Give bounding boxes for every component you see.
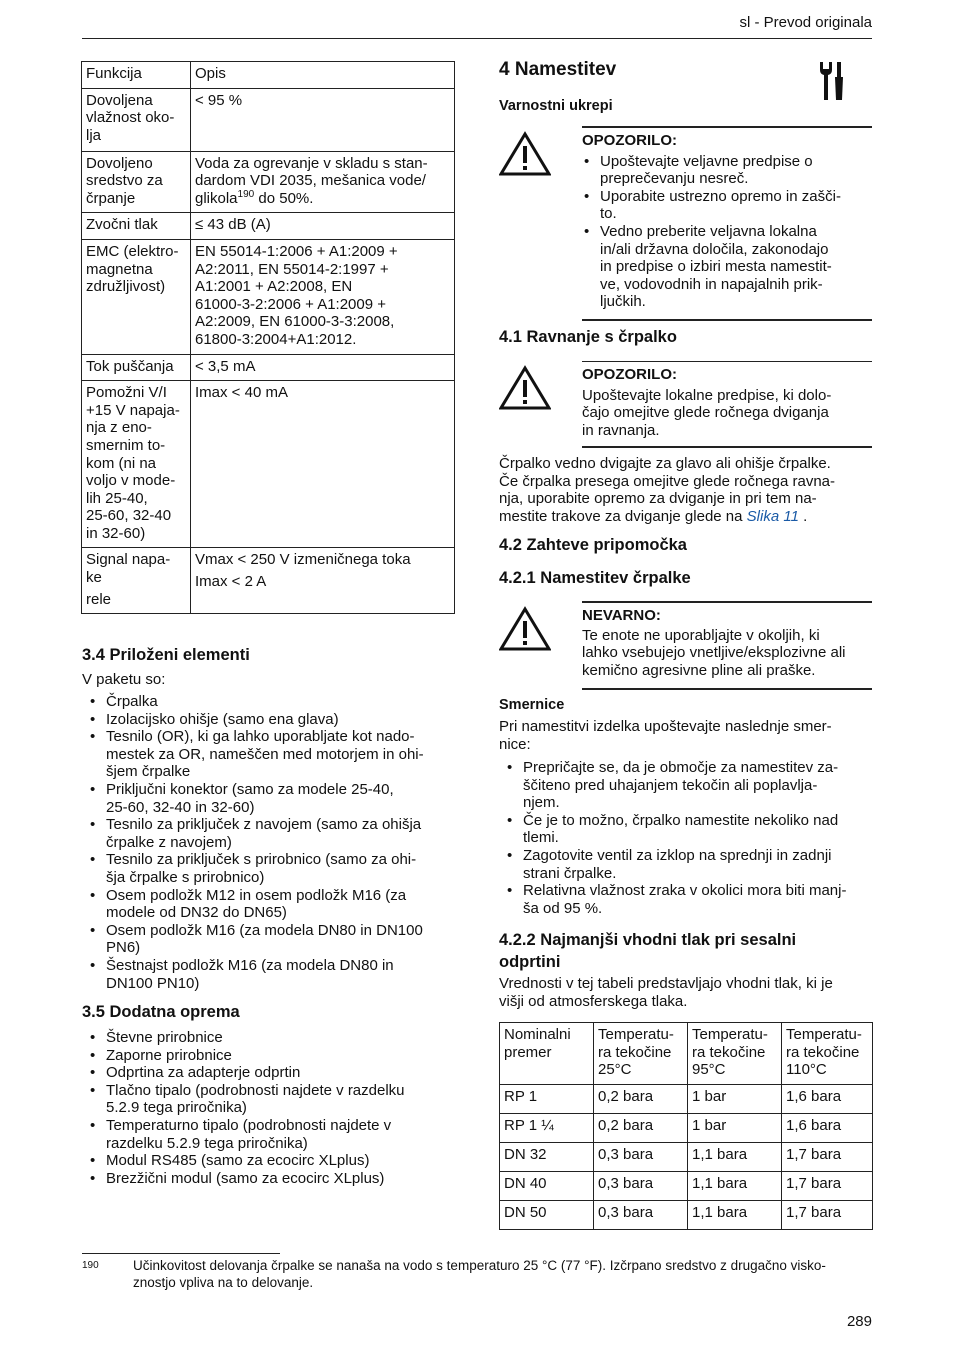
section-heading: 4.2.2 Najmanjši vhodni tlak pri sesalni odprtini [499,931,797,971]
table-cell: 1,7 bara [782,1171,873,1200]
cell-text: Imax < 2 A [195,573,267,591]
list-item: • Osem podložk M16 (za modela DN80 in DN100 PN6) [82,922,456,957]
list-item: • Šestnajst podložk M16 (za modela DN80 in DN100 PN10) [82,957,456,992]
list-item: • Tesnilo za priključek s prirobnico (samo za ohi- šja črpalke s prirobnico) [82,851,456,886]
table-row [82,151,455,213]
list-item: • Če je to možno, črpalko namestite nekoliko nad tlemi. [499,812,873,847]
tools-icon [816,60,846,107]
section-heading: 3.5 Dodatna oprema [82,1003,240,1021]
cell-text: Signal napa- ke [86,551,171,587]
spec-table [81,61,455,614]
table-cell [191,548,455,614]
list-item: • Tesnilo (OR), ki ga lahko uporabljate kot nado- mestek za OR, nameščen med motorjem in ohi- šjem črpalke [82,728,456,781]
table-row [82,548,455,614]
table-cell: 0,3 bara [594,1142,688,1171]
table-cell: 1,7 bara [782,1200,873,1229]
table-cell: < 3,5 mA [191,354,455,381]
warning-icon [499,606,551,657]
warning-icon [499,131,551,182]
table-row [500,1084,873,1113]
warning-list [576,153,872,311]
header-rule [82,38,872,39]
table-body [500,1084,873,1229]
table-cell: EMC (elektro- magnetna združljivost) [82,239,191,354]
section-heading: 4.1 Ravnanje s črpalko [499,328,677,346]
table-row [500,1200,873,1229]
table-row [500,1171,873,1200]
table-cell: 1,1 bara [688,1171,782,1200]
list-item: • Odprtina za adapterje odprtin [82,1064,456,1082]
list-item: • Priključni konektor (samo za modele 25-40, 25-60, 32-40 in 32-60) [82,781,456,816]
footnote-rule [82,1253,280,1254]
table-cell: 1 bar [688,1113,782,1142]
table-row [500,1113,873,1142]
table-header-cell: Temperatu- ra tekočine 110°C [782,1023,873,1085]
list-item: • Osem podložk M12 in osem podložk M16 (za modele od DN32 do DN65) [82,887,456,922]
table-cell: 1,7 bara [782,1142,873,1171]
list-item: • Brezžični modul (samo za ecocirc XLplus) [82,1170,456,1188]
section-heading: 3.4 Priloženi elementi [82,646,250,664]
paragraph-text: Črpalko vedno dvigajte za glavo ali ohišje črpalke. Če črpalka presega omejitve glede ročnega ravna- nja, uporabite opremo za dviganje in pri tem na- mestite trakove za dviganje glede na [499,455,836,525]
warning-icon [499,365,551,416]
table-cell: DN 50 [500,1200,594,1229]
table-header-row [82,62,455,89]
list-item: • Vedno preberite veljavna lokalna in/ali državna določila, zakonodajo in predpise o izbiri mesta namestit- ve, vodovodnih in napajalnih prik- ljučkih. [576,223,872,311]
table-cell: DN 32 [500,1142,594,1171]
warning-box [582,126,872,321]
table-row [82,381,455,548]
table-cell: DN 40 [500,1171,594,1200]
subsection-label: Smernice [499,697,565,713]
intro-text: V paketu so: [82,671,166,688]
warning-title: NEVARNO: [582,607,661,624]
table-cell: RP 1 [500,1084,594,1113]
cell-text: Vmax < 250 V izmeničnega toka [195,551,411,569]
table-cell: 1,1 bara [688,1200,782,1229]
warning-box [582,601,872,690]
list-item: • Prepričajte se, da je območje za namestitev za- ščiteno pred uhajanjem tekočin ali poplavlja- njem. [499,759,873,812]
list-item: • Tesnilo za priključek z navojem (samo za ohišja črpalke z navojem) [82,816,456,851]
accessories-list [82,1029,456,1187]
section-heading: 4.2.1 Namestitev črpalke [499,569,691,587]
section-heading: 4.2 Zahteve pripomočka [499,536,687,554]
table-cell: 0,2 bara [594,1084,688,1113]
footnote-number: 190 [82,1260,99,1271]
table-row [82,354,455,381]
paragraph: Vrednosti v tej tabeli predstavljajo vhodni tlak, ki je višji od atmosferskega tlaka. [499,975,833,1010]
table-cell: Pomožni V/I +15 V napaja- nja z eno- smernim to- kom (ni na voljo v mode- lih 25-40, 25-60, 32-40 in 32-60) [82,381,191,548]
cell-text: do 50%. [254,189,314,207]
table-cell: 1,1 bara [688,1142,782,1171]
table-cell [82,548,191,614]
list-item: • Števne prirobnice [82,1029,456,1047]
table-cell: ≤ 43 dB (A) [191,213,455,240]
table-cell: 0,3 bara [594,1171,688,1200]
page-number: 289 [846,1313,872,1330]
table-row [82,239,455,354]
chapter-title: 4 Namestitev [499,59,617,80]
pressure-table [499,1022,873,1230]
table-cell: Dovoljena vlažnost oko- lja [82,88,191,151]
list-item: • Zaporne prirobnice [82,1047,456,1065]
list-item: • Izolacijsko ohišje (samo ena glava) [82,711,456,729]
list-item: • Modul RS485 (samo za ecocirc XLplus) [82,1152,456,1170]
cell-text: Voda za ogrevanje v skladu s stan- dardom VDI 2035, mešanica vode/ glikola [195,154,428,207]
table-cell: 1 bar [688,1084,782,1113]
list-item: • Tlačno tipalo (podrobnosti najdete v razdelku 5.2.9 tega priročnika) [82,1082,456,1117]
table-cell: Zvočni tlak [82,213,191,240]
table-cell: 0,3 bara [594,1200,688,1229]
list-item: • Črpalka [82,693,456,711]
table-header-cell: Temperatu- ra tekočine 25°C [594,1023,688,1085]
table-cell: Tok puščanja [82,354,191,381]
table-header-cell: Funkcija [82,62,191,89]
table-cell: Imax < 40 mA [191,381,455,548]
footnote [82,1258,872,1291]
paragraph: Pri namestitvi izdelka upoštevajte naslednje smer- nice: [499,718,832,753]
table-header-cell: Temperatu- ra tekočine 95°C [688,1023,782,1085]
running-header: sl - Prevod originala [739,14,872,31]
warning-title: OPOZORILO: [582,132,677,149]
table-header-row [500,1023,873,1085]
included-items-list [82,693,456,992]
table-cell: RP 1 ¼ [500,1113,594,1142]
paragraph [499,455,873,525]
footnote-text: Učinkovitost delovanja črpalke se nanaša na vodo s temperaturo 25 °C (77 °F). Izčrpano sredstvo z drugačno visko- znostjo vpliva na to delovanje. [133,1258,826,1290]
warning-text: Upoštevajte lokalne predpise, ki dolo- čajo omejitve glede ročnega dviganja in ravnanja. [582,386,832,439]
table-cell: < 95 % [191,88,455,151]
table-header-cell: Nominalni premer [500,1023,594,1085]
table-header-cell: Opis [191,62,455,89]
table-cell: 0,2 bara [594,1113,688,1142]
table-cell: 1,6 bara [782,1084,873,1113]
table-row [500,1142,873,1171]
table-cell: Dovoljeno sredstvo za črpanje [82,151,191,213]
warning-box [582,361,872,448]
warning-text: Te enote ne uporabljajte v okoljih, ki lahko vsebujejo vnetljive/eksplozivne ali kemično agresivne pline ali praške. [582,626,846,679]
table-cell: 1,6 bara [782,1113,873,1142]
list-item: • Uporabite ustrezno opremo in zašči- to. [576,188,872,223]
guidelines-list [499,759,873,917]
list-item: • Relativna vlažnost zraka v okolici mora biti manj- ša od 95 %. [499,882,873,917]
warning-title: OPOZORILO: [582,366,677,383]
list-item: • Temperaturno tipalo (podrobnosti najdete v razdelku 5.2.9 tega priročnika) [82,1117,456,1152]
list-item: • Upoštevajte veljavne predpise o preprečevanju nesreč. [576,153,872,188]
footnote-ref: 190 [237,188,255,200]
subsection-label: Varnostni ukrepi [499,98,613,114]
list-item: • Zagotovite ventil za izklop na sprednji in zadnji strani črpalke. [499,847,873,882]
table-cell [191,151,455,213]
cell-text: rele [86,590,112,608]
figure-link[interactable]: Slika 11 [746,507,799,525]
paragraph-text: . [798,507,808,525]
table-cell: EN 55014-1:2006 + A1:2009 + A2:2011, EN 55014-2:1997 + A1:2001 + A2:2008, EN 61000-3-2:2006 + A1:2009 + A2:2009, EN 61000-3-3:2008, 61800-3:2004+A1:2012. [191,239,455,354]
table-row [82,88,455,151]
table-row [82,213,455,240]
